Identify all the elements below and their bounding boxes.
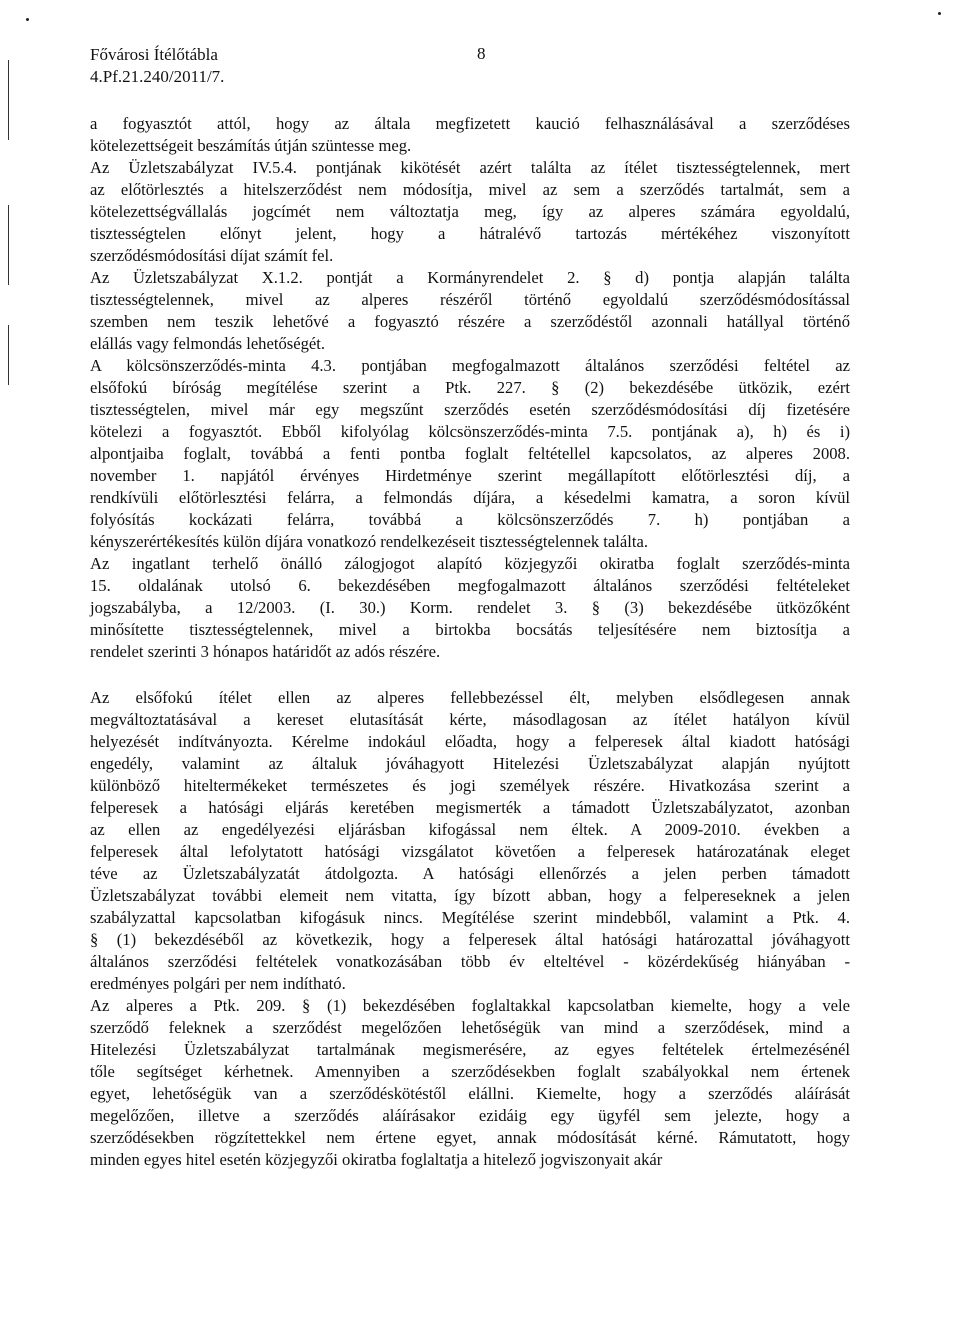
text-line: kötelezettségvállalás jogcímét nem változtatja meg, így az alperes számára egyoldalú,: [90, 202, 850, 221]
text-line: Az Üzletszabályzat X.1.2. pontját a Kormányrendelet 2. § d) pontja alapján találta: [90, 268, 850, 287]
text-line: rendkívüli előtörlesztési felárra, a felmondás díjára, a késedelmi kamatra, a soron kívül: [90, 488, 850, 507]
court-name: Fővárosi Ítélőtábla: [90, 45, 218, 64]
text-line: tisztességtelen előnyt jelent, hogy a hátralévő tartozás mértékéhez viszonyított: [90, 224, 850, 243]
text-line: kényszerértékesítés külön díjára vonatkozó rendelkezéseit tisztességtelennek találta.: [90, 532, 648, 551]
text-line: megváltoztatásával a kereset elutasítását kérte, másodlagosan az ítélet hatályon kívül: [90, 710, 850, 729]
text-line: felperesek által lefolytatott hatósági vizsgálatot követően a felperesek határozatának eleget: [90, 842, 850, 861]
text-line: Üzletszabályzat további elemeit nem vitatta, így bízott abban, hogy a felpereseknek a jelen: [90, 886, 850, 905]
text-line: különböző hiteltermékeket természetes és jogi személyek részére. Hivatkozása szerint a: [90, 776, 850, 795]
text-line: Hitelezési Üzletszabályzat tartalmának megismerésére, az egyes feltételek értelmezésénél: [90, 1040, 850, 1059]
scan-speck-top-right: [938, 12, 941, 15]
paragraph-gap: [90, 663, 850, 687]
document-header: [90, 44, 224, 88]
scan-margin-line-top: [8, 60, 9, 140]
paragraph: [90, 553, 850, 663]
paragraph: [90, 355, 850, 553]
text-line: tisztességtelen, mivel már egy megszűnt szerződés esetén szerződésmódosítási díj fizetésére: [90, 400, 850, 419]
text-line: engedély, valamint az általuk jóváhagyott Hitelezési Üzletszabályzat alapján nyújtott: [90, 754, 850, 773]
text-line: Az ingatlant terhelő önálló zálogjogot alapító közjegyzői okiratba foglalt szerződés-minta: [90, 554, 850, 573]
paragraph: [90, 267, 850, 355]
text-line: szerződésekben rögzítettekkel nem értene egyet, annak módosítását kérné. Rámutatott, hogy: [90, 1128, 850, 1147]
text-line: alpontjaiba foglalt, továbbá a fenti pontba foglalt feltétellel kapcsolatos, az alperes 2008.: [90, 444, 850, 463]
text-line: elállás vagy felmondás lehetőségét.: [90, 334, 325, 353]
scan-margin-line-low: [8, 325, 9, 385]
paragraph: [90, 113, 850, 157]
scan-margin-line-mid: [8, 205, 9, 285]
text-line: felperesek a hatósági eljárás keretében megismerték a támadott Üzletszabályzatot, azonban: [90, 798, 850, 817]
text-line: kötelezi a fogyasztót. Ebből kifolyólag kölcsönszerződés-minta 7.5. pontjának a), h) és i): [90, 422, 850, 441]
page-number: 8: [477, 44, 486, 63]
text-line: Az elsőfokú ítélet ellen az alperes fellebbezéssel élt, melyben elsődlegesen annak: [90, 688, 850, 707]
text-line: egyet, lehetőségük van a szerződéskötéstől elállni. Kiemelte, hogy a szerződés aláírását: [90, 1084, 850, 1103]
text-line: folyósítás kockázati felárra, továbbá a kölcsönszerződés 7. h) pontjában a: [90, 510, 850, 529]
text-line: § (1) bekezdéséből az következik, hogy a felperesek által hatósági határozattal jóváhagyott: [90, 930, 850, 949]
paragraph: [90, 687, 850, 995]
text-line: tisztességtelennek, mivel az alperes részéről történő egyoldalú szerződésmódosítással: [90, 290, 850, 309]
text-line: téve az Üzletszabályzatát átdolgozta. A hatósági ellenőrzés a jelen perben támadott: [90, 864, 850, 883]
text-line: szerződő feleknek a szerződést megelőzően lehetőségük van mind a szerződések, mind a: [90, 1018, 850, 1037]
text-line: minősítette tisztességtelennek, mivel a birtokba bocsátás teljesítésére nem biztosítja a: [90, 620, 850, 639]
paragraph: [90, 995, 850, 1171]
text-line: Az alperes a Ptk. 209. § (1) bekezdésében foglaltakkal kapcsolatban kiemelte, hogy a vele: [90, 996, 850, 1015]
text-line: 15. oldalának utolsó 6. bekezdésében megfogalmazott általános szerződési feltételeket: [90, 576, 850, 595]
text-line: Az Üzletszabályzat IV.5.4. pontjának kikötését azért találta az ítélet tisztességtelennek, mert: [90, 158, 850, 177]
text-line: eredményes polgári per nem indítható.: [90, 974, 346, 993]
text-line: A kölcsönszerződés-minta 4.3. pontjában megfogalmazott általános szerződési feltétel az: [90, 356, 850, 375]
text-line: helyezését indítványozta. Kérelme indokául előadta, hogy a felperesek által kiadott hatósági: [90, 732, 850, 751]
text-line: az ellen az engedélyezési eljárásban kifogással nem éltek. A 2009-2010. években a: [90, 820, 850, 839]
text-line: elsőfokú bíróság megítélése szerint a Ptk. 227. § (2) bekezdésébe ütközik, ezért: [90, 378, 850, 397]
text-line: a fogyasztót attól, hogy az általa megfizetett kaució felhasználásával a szerződéses: [90, 114, 850, 133]
text-line: tőle segítséget kérhetnek. Amennyiben a szerződésekben foglalt szabályokkal nem értenek: [90, 1062, 850, 1081]
text-line: kötelezettségeit beszámítás útján szüntesse meg.: [90, 136, 412, 155]
text-line: szabályzattal kapcsolatban kifogásuk nincs. Megítélése szerint mindebből, valamint a Ptk. 4.: [90, 908, 850, 927]
text-line: minden egyes hitel esetén közjegyzői okiratba foglaltatja a hitelező jogviszonyait akár: [90, 1150, 663, 1169]
text-line: az előtörlesztés a hitelszerződést nem módosítja, mivel az sem a szerződés tartalmát, sem a: [90, 180, 850, 199]
text-line: jogszabályba, a 12/2003. (I. 30.) Korm. rendelet 3. § (3) bekezdésébe ütközőként: [90, 598, 850, 617]
text-line: szemben nem teszik lehetővé a fogyasztó részére a szerződéstől azonnali hatállyal történő: [90, 312, 850, 331]
document-body: [90, 113, 850, 1171]
paragraph: [90, 157, 850, 267]
text-line: november 1. napjától érvényes Hirdetménye szerint megállapított előtörlesztési díj, a: [90, 466, 850, 485]
text-line: rendelet szerinti 3 hónapos határidőt az adós részére.: [90, 642, 441, 661]
text-line: megelőzően, illetve a szerződés aláírásakor ezidáig egy ügyfél sem jelezte, hogy a: [90, 1106, 850, 1125]
text-line: általános szerződési feltételek vonatkozásában több év elteltével - közérdekűség hiányában -: [90, 952, 850, 971]
text-line: szerződésmódosítási díjat számít fel.: [90, 246, 334, 265]
case-number: 4.Pf.21.240/2011/7.: [90, 67, 225, 86]
scan-speck-top-left: [26, 18, 29, 21]
